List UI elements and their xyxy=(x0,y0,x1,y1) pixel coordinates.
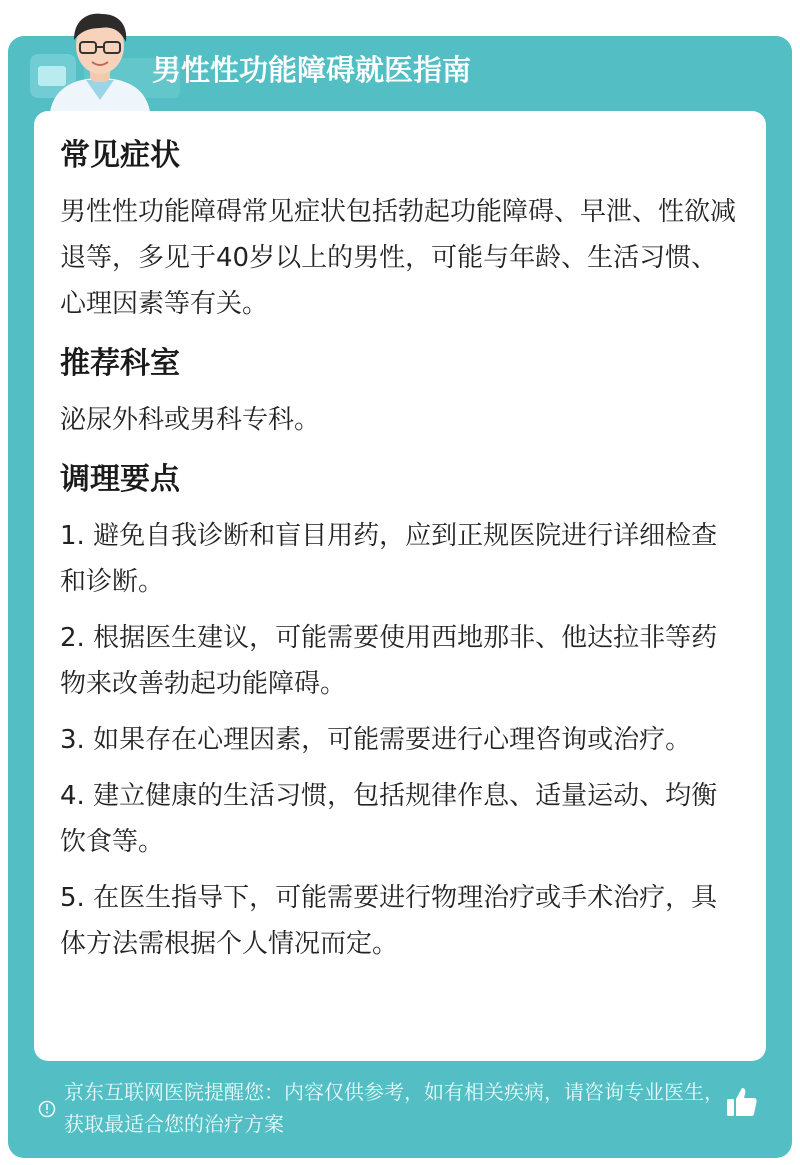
care-heading: 调理要点 xyxy=(60,462,180,497)
footer xyxy=(36,1076,776,1146)
care-item: 5. 在医生指导下，可能需要进行物理治疗或手术治疗，具体方法需根据个人情况而定。 xyxy=(60,883,718,959)
doctor-avatar-icon xyxy=(46,8,154,112)
care-item: 4. 建立健康的生活习惯，包括规律作息、适量运动、均衡饮食等。 xyxy=(60,781,718,857)
department-text: 泌尿外科或男科专科。 xyxy=(60,405,321,435)
care-list xyxy=(60,513,740,967)
page-title: 男性性功能障碍就医指南 xyxy=(152,53,472,87)
care-item: 1. 避免自我诊断和盲目用药，应到正规医院进行详细检查和诊断。 xyxy=(60,521,718,597)
symptoms-heading: 常见症状 xyxy=(60,138,180,173)
info-icon xyxy=(38,1100,56,1118)
symptoms-text: 男性性功能障碍常见症状包括勃起功能障碍、早泄、性欲减退等，多见于40岁以上的男性，可能与年龄、生活习惯、心理因素等有关。 xyxy=(60,197,737,319)
care-item: 3. 如果存在心理因素，可能需要进行心理咨询或治疗。 xyxy=(60,725,692,755)
department-heading: 推荐科室 xyxy=(60,346,180,381)
footer-disclaimer: 京东互联网医院提醒您：内容仅供参考，如有相关疾病，请咨询专业医生，获取最适合您的治疗方案 xyxy=(64,1080,724,1136)
thumbs-up-icon[interactable] xyxy=(724,1084,760,1120)
content-card xyxy=(34,111,766,1061)
care-item: 2. 根据医生建议，可能需要使用西地那非、他达拉非等药物来改善勃起功能障碍。 xyxy=(60,623,718,699)
